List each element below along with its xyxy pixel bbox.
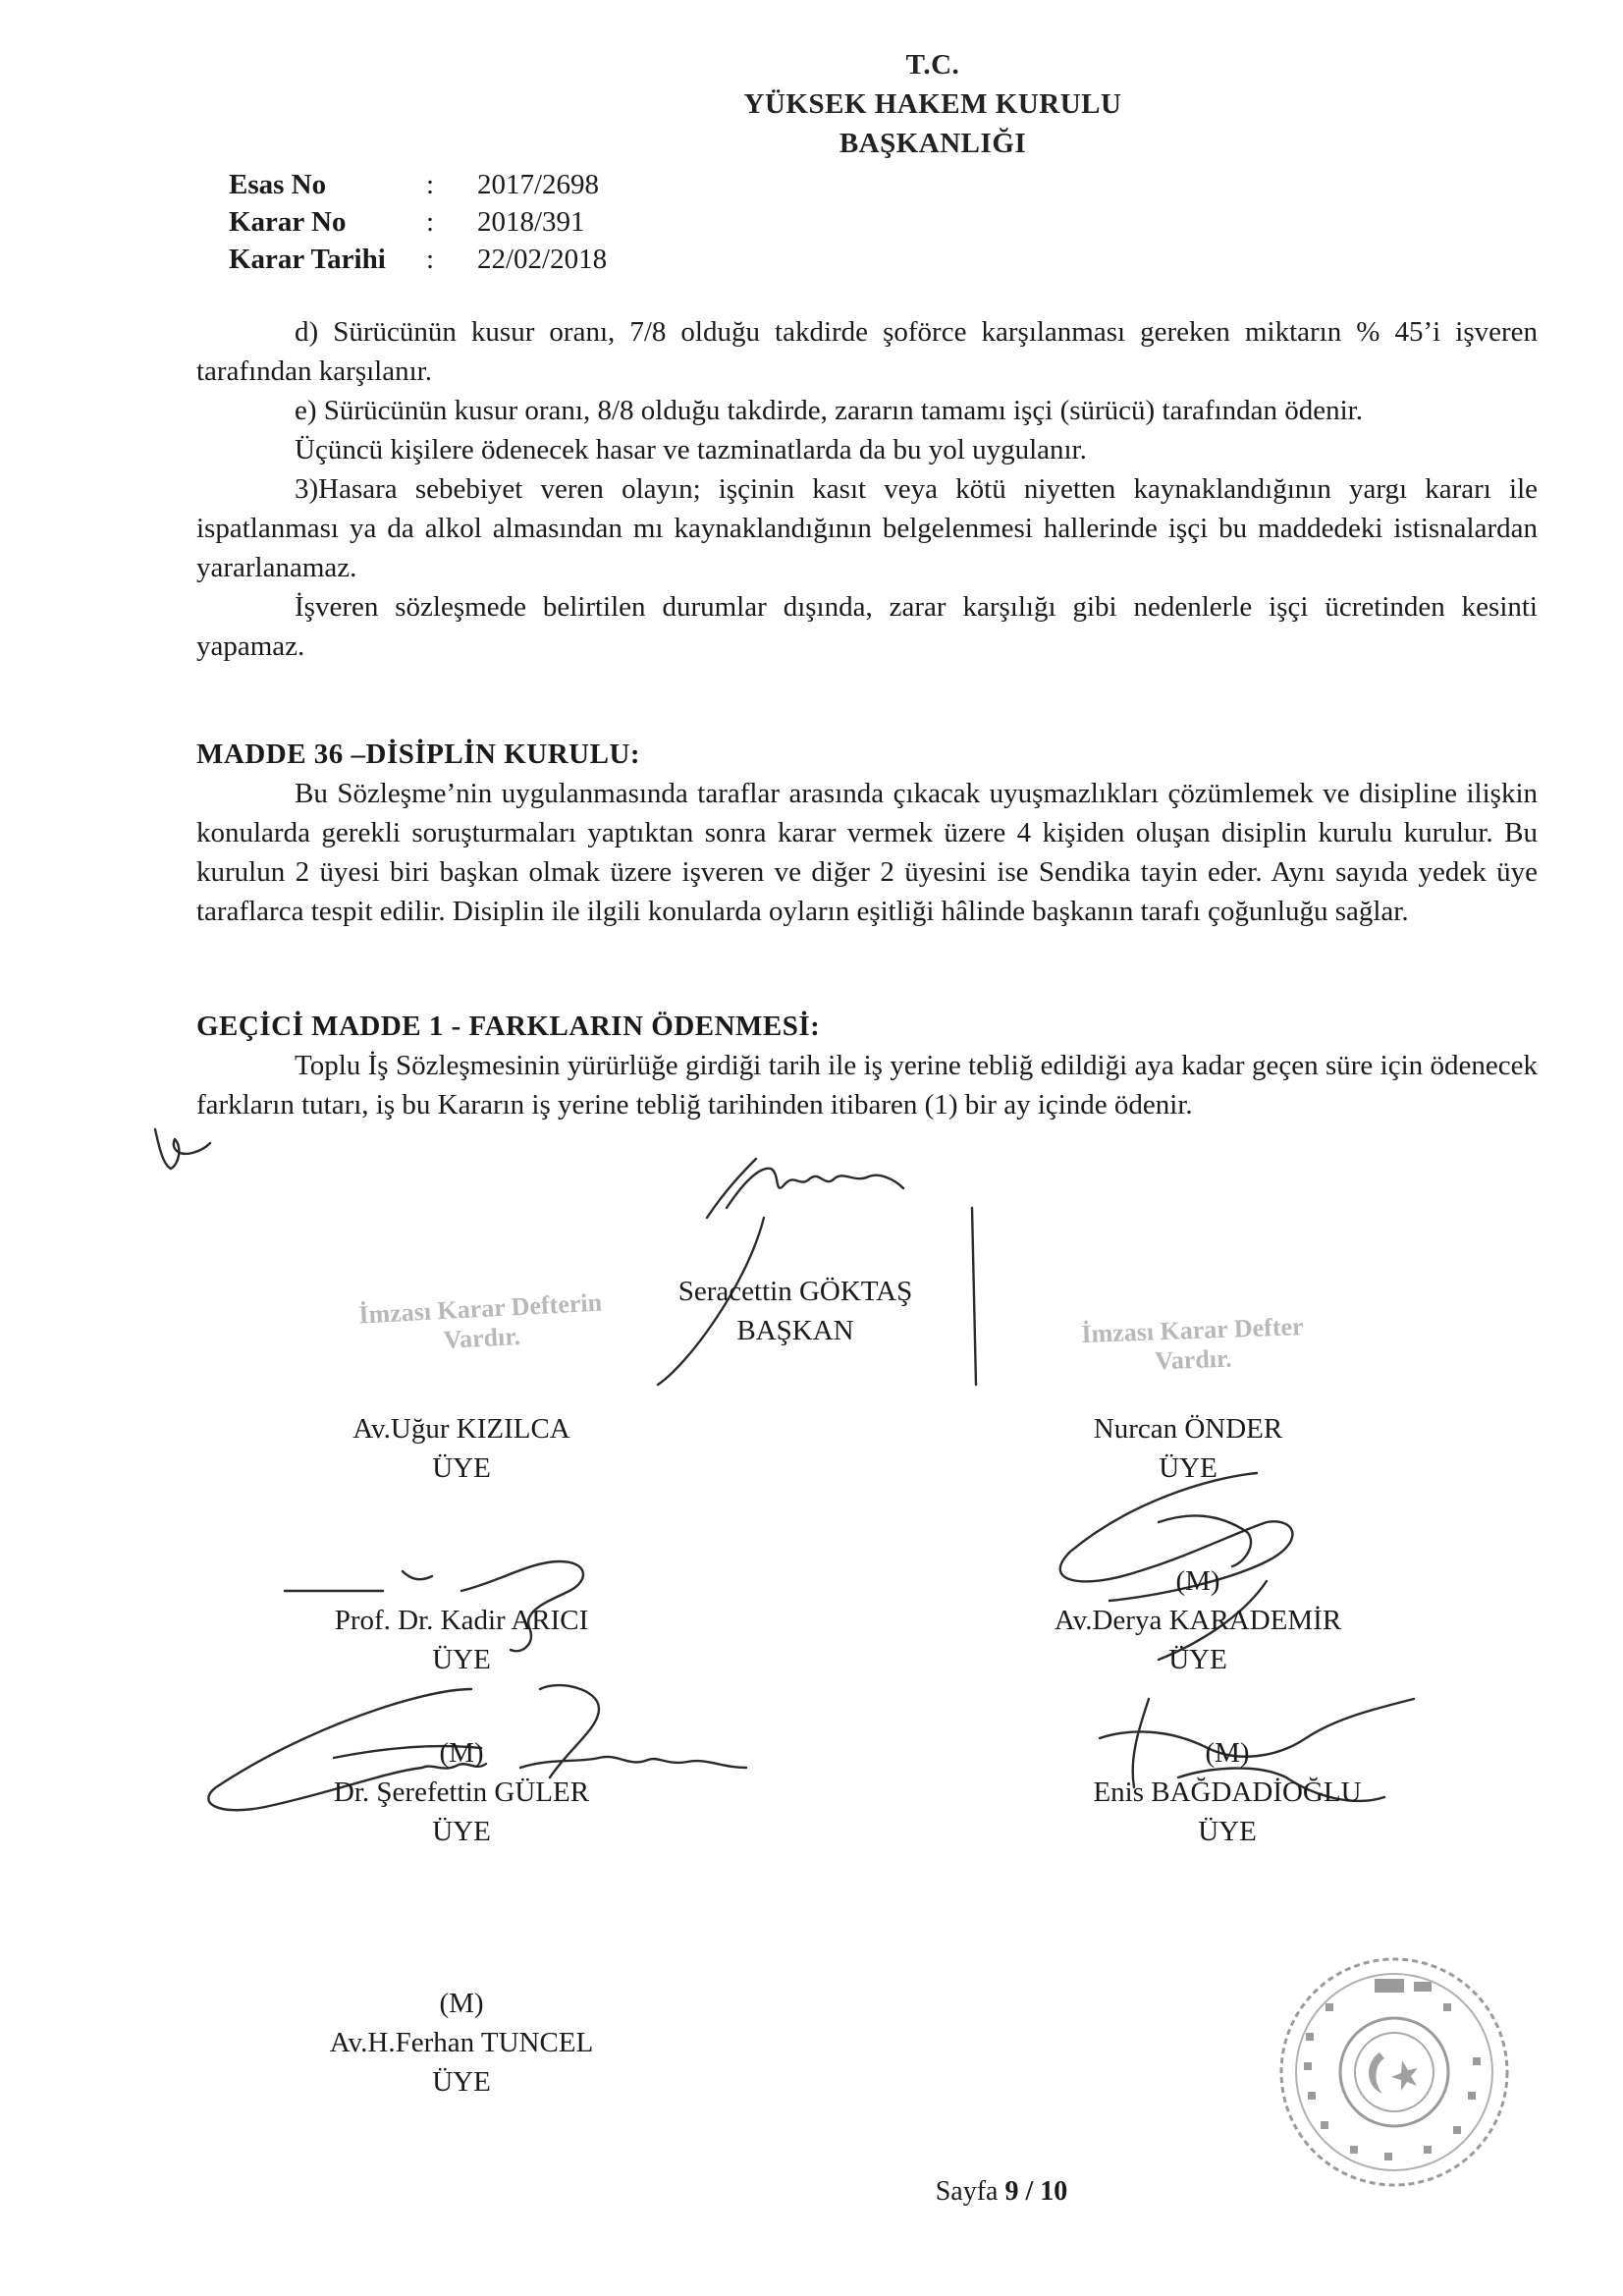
signatory-name: Av.Derya KARADEMİR [1054, 1605, 1342, 1636]
official-seal-icon [1267, 1944, 1522, 2200]
signatory-role: ÜYE [1198, 1816, 1257, 1847]
paragraph-deduction: İşveren sözleşmede belirtilen durumlar dışında, zarar karşılığı gibi nedenlerle işçi ücretinden kesinti yapamaz. [196, 591, 1538, 662]
meta-value: 2017/2698 [477, 169, 600, 200]
page-value: 9 / 10 [1004, 2176, 1068, 2207]
meta-colon: : [426, 206, 435, 238]
signatory-name: Av.H.Ferhan TUNCEL [329, 2027, 594, 2058]
body-text [196, 312, 1538, 666]
signatory-kizilca [295, 1409, 628, 1488]
madde-36-paragraph: Bu Sözleşme’nin uygulanmasında taraflar arasında çıkacak uyuşmazlıkları çözümlemek ve disipline ilişkin konularda gerekli soruşturmaları yaptıktan sonra karar vermek üzere 4 kişiden oluşan disiplin kurulu kurulur. Bu kurulun 2 üyesi biri başkan olmak üzere işveren ve diğer 2 üyesini ise Sendika tayin eder. Aynı sayıda yedek üye taraflarca tespit edilir. Disiplin ile ilgili konularda oyların eşitliği hâlinde başkanın tarafı çoğunluğu sağlar. [196, 778, 1538, 927]
page-number [805, 2176, 1198, 2208]
stamp-line: Vardır. [1154, 1343, 1233, 1376]
signatory-name: Nurcan ÖNDER [1093, 1413, 1283, 1445]
signatory-guler [275, 1733, 648, 1851]
stamp-line: İmzası Karar Defter [1080, 1312, 1305, 1348]
margin-initial-mark [145, 1118, 214, 1186]
meta-colon: : [426, 169, 435, 200]
signatory-arici [295, 1601, 628, 1679]
page-prefix: Sayfa [935, 2176, 999, 2207]
signatory-role: BAŞKAN [736, 1315, 854, 1346]
madde-36-text [196, 774, 1538, 931]
signatory-role: ÜYE [432, 1452, 491, 1484]
paragraph-e: e) Sürücünün kusur oranı, 8/8 olduğu takdirde, zararın tamamı işçi (sürücü) tarafından ödenir. [295, 395, 1363, 426]
header-institution: YÜKSEK HAKEM KURULU [743, 88, 1122, 120]
gecici-madde-title: GEÇİCİ MADDE 1 - FARKLARIN ÖDENMESİ: [196, 1011, 821, 1042]
signatory-name: Dr. Şerefettin GÜLER [333, 1777, 590, 1808]
stamp-line: Vardır. [442, 1321, 521, 1355]
signatory-role: ÜYE [432, 2066, 491, 2098]
stamp-right [1050, 1311, 1336, 1380]
stamp-line: İmzası Karar Defterin [357, 1287, 603, 1330]
signatory-name: Enis BAĞDADİOĞLU [1093, 1777, 1362, 1808]
meta-key: Karar No [229, 206, 347, 238]
signatory-mark: (M) [1205, 1737, 1250, 1769]
meta-value: 2018/391 [477, 206, 585, 238]
gecici-madde-paragraph: Toplu İş Sözleşmesinin yürürlüğe girdiği tarih ile iş yerine tebliğ edildiği aya kadar geçen süre için ödenecek farkların tutarı, iş bu Kararın iş yerine tebliğ tarihinden itibaren (1) bir ay içinde ödenir. [196, 1050, 1538, 1121]
signatory-role: ÜYE [432, 1644, 491, 1675]
paragraph-d: d) Sürücünün kusur oranı, 7/8 olduğu takdirde şoförce karşılanması gereken miktarın % 45’i işveren tarafından karşılanır. [196, 316, 1538, 387]
signatory-role: ÜYE [1159, 1452, 1217, 1484]
meta-key: Esas No [229, 169, 327, 200]
header-presidency: BAŞKANLIĞI [839, 128, 1027, 159]
gecici-madde-text [196, 1046, 1538, 1124]
signatory-name: Av.Uğur KIZILCA [352, 1413, 570, 1445]
paragraph-third-parties: Üçüncü kişilere ödenecek hasar ve tazminatlarda da bu yol uygulanır. [295, 434, 1087, 465]
signatory-mark: (M) [439, 1737, 484, 1769]
signatory-mark: (M) [439, 1988, 484, 2019]
meta-value: 22/02/2018 [477, 244, 608, 275]
meta-colon: : [426, 244, 435, 275]
madde-36-title: MADDE 36 –DİSİPLİN KURULU: [196, 738, 641, 770]
signatory-karademir [1011, 1561, 1384, 1679]
paragraph-3: 3)Hasara sebebiyet veren olayın; işçinin kasıt veya kötü niyetten kaynaklandığının yargı kararı ile ispatlanması ya da alkol almasından mı kaynaklandığının belgelenmesi hallerinde işçi bu maddedeki istisnalardan yararlanamaz. [196, 473, 1538, 583]
signatory-mark: (M) [1175, 1565, 1220, 1597]
meta-key: Karar Tarihi [229, 244, 386, 275]
signatory-bagdadioglu [1041, 1733, 1414, 1851]
signatory-tuncel [295, 1984, 628, 2102]
signatory-name: Seracettin GÖKTAŞ [677, 1276, 913, 1307]
signatory-role: ÜYE [432, 1816, 491, 1847]
signatory-role: ÜYE [1168, 1644, 1227, 1675]
signatory-president [648, 1272, 943, 1350]
header-tc: T.C. [905, 49, 960, 81]
signatory-name: Prof. Dr. Kadir ARICI [334, 1605, 589, 1636]
